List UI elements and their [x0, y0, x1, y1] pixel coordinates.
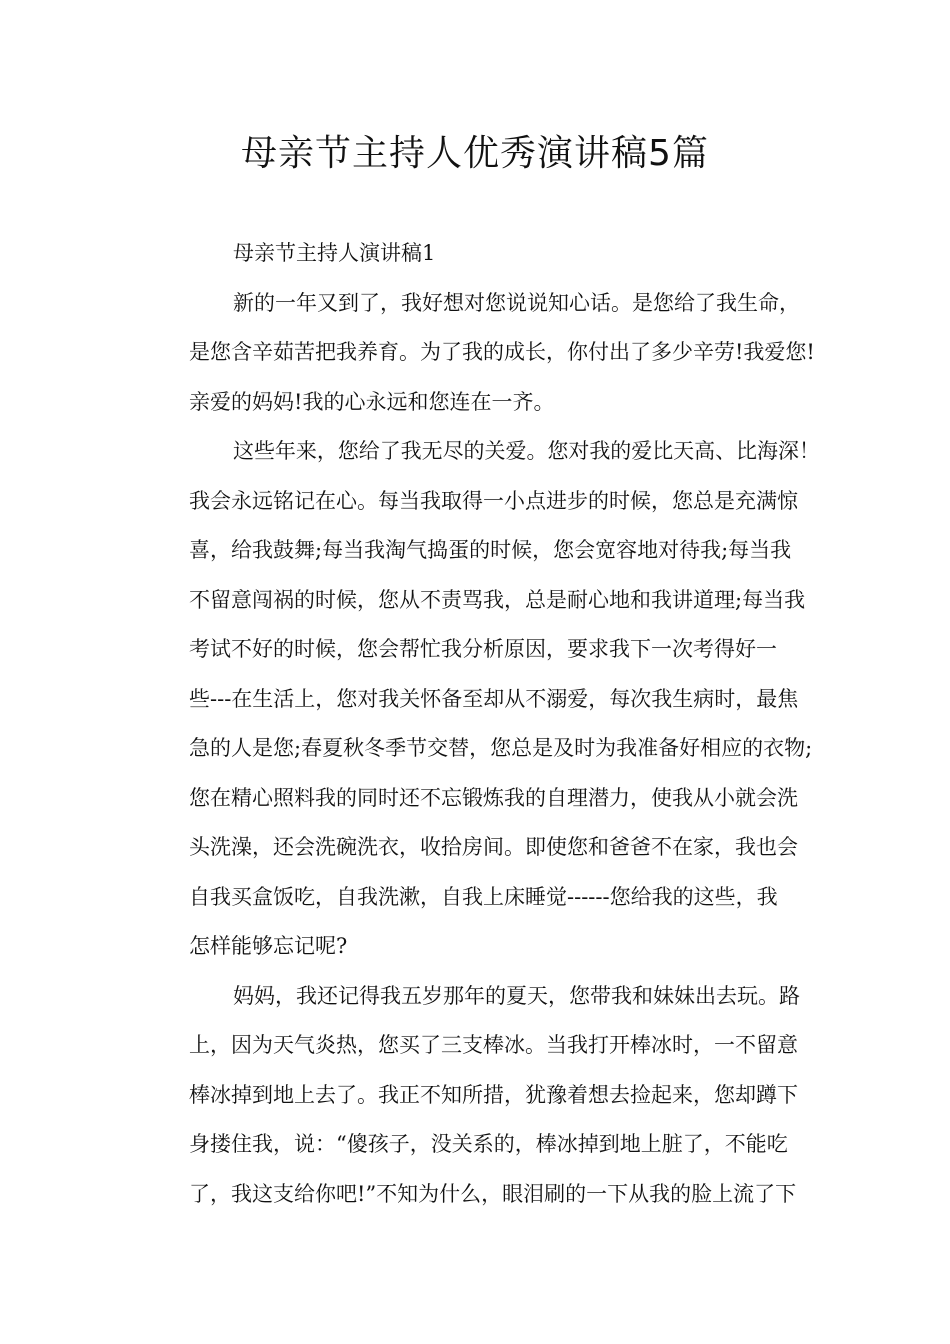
text-line: 些---在生活上，您对我关怀备至却从不溺爱，每次我生病时，最焦: [189, 686, 799, 711]
text-line: 怎样能够忘记呢?: [189, 934, 348, 958]
text-line: 急的人是您;春夏秋冬季节交替，您总是及时为我准备好相应的衣物;: [189, 736, 813, 760]
text-line: 亲爱的妈妈!我的心永远和您连在一齐。: [189, 389, 555, 414]
text-line: 妈妈，我还记得我五岁那年的夏天，您带我和妹妹出去玩。路: [233, 983, 800, 1008]
text-line: 棒冰掉到地上去了。我正不知所措，犹豫着想去捡起来，您却蹲下: [189, 1082, 798, 1107]
text-line: 您在精心照料我的同时还不忘锻炼我的自理潜力，使我从小就会洗: [189, 785, 798, 810]
text-line: 喜，给我鼓舞;每当我淘气捣蛋的时候，您会宽容地对待我;每当我: [189, 538, 792, 562]
text-line: 是您含辛茹苦把我养育。为了我的成长，你付出了多少辛劳!我爱您!: [189, 340, 815, 364]
text-line: 自我买盒饭吃，自我洗漱，自我上床睡觉------您给我的这些，我: [189, 884, 778, 909]
text-line: 身搂住我，说：“傻孩子，没关系的，棒冰掉到地上脏了，不能吃: [189, 1132, 788, 1156]
section-heading: 母亲节主持人演讲稿1: [233, 241, 436, 265]
paragraph-2: [145, 427, 820, 972]
text-line: 了，我这支给你吧!”不知为什么，眼泪刷的一下从我的脸上流了下: [189, 1181, 797, 1206]
text-line: 头洗澡，还会洗碗洗衣，收拾房间。即使您和爸爸不在家，我也会: [189, 835, 798, 859]
text-line: 不留意闯祸的时候，您从不责骂我，总是耐心地和我讲道理;每当我: [189, 587, 806, 612]
text-line: 这些年来，您给了我无尽的关爱。您对我的爱比天高、比海深！: [233, 439, 820, 463]
paragraph-1: [145, 279, 820, 428]
text-line: 新的一年又到了，我好想对您说说知心话。是您给了我生命，: [233, 290, 800, 315]
text-line: 上，因为天气炎热，您买了三支棒冰。当我打开棒冰时，一不留意: [189, 1033, 798, 1057]
document-body: [145, 229, 820, 1219]
text-line: 我会永远铭记在心。每当我取得一小点进步的时候，您总是充满惊: [189, 488, 798, 513]
document-title: 母亲节主持人优秀演讲稿5篇: [241, 133, 709, 174]
text-line: 考试不好的时候，您会帮忙我分析原因，要求我下一次考得好一: [189, 637, 777, 661]
paragraph-3: [145, 972, 820, 1220]
